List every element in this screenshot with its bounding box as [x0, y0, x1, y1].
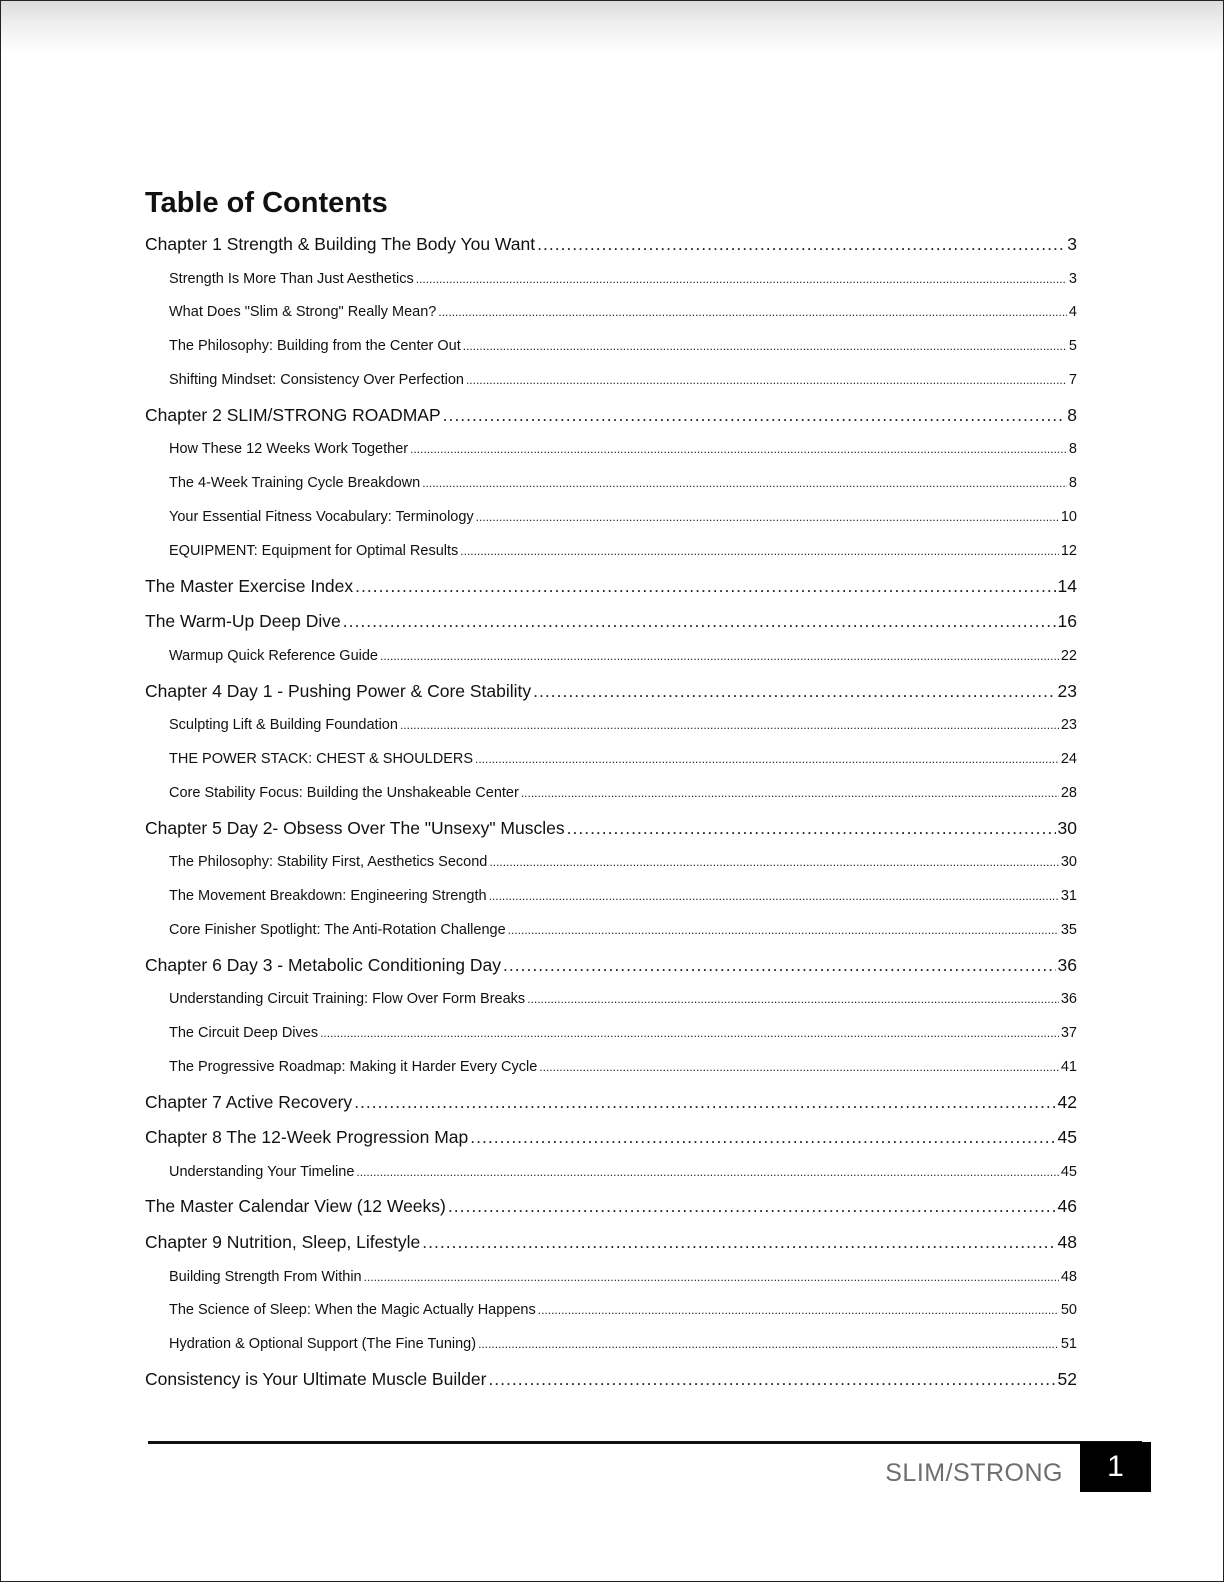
toc-entry-label: Chapter 1 Strength & Building The Body You Want — [145, 234, 536, 254]
dot-leader — [463, 330, 1067, 364]
toc-entry-page: 12 — [1060, 542, 1077, 559]
toc-entry-page: 45 — [1060, 1163, 1077, 1180]
toc-section-entry[interactable] — [145, 1017, 1077, 1051]
dot-leader — [475, 743, 1059, 777]
toc-entry-label: The Circuit Deep Dives — [169, 1024, 319, 1041]
toc-section-entry[interactable] — [145, 914, 1077, 948]
dot-leader — [422, 467, 1067, 501]
dot-leader — [533, 674, 1055, 710]
toc-entry-page: 46 — [1057, 1196, 1077, 1217]
toc-entry-page: 37 — [1060, 1024, 1077, 1041]
toc-section-entry[interactable] — [145, 501, 1077, 535]
page-number-box: 1 — [1080, 1442, 1151, 1492]
toc-entry-label: Warmup Quick Reference Guide — [169, 647, 378, 664]
dot-leader — [356, 1156, 1058, 1190]
dot-leader — [539, 1051, 1059, 1085]
toc-entry-label: Hydration & Optional Support (The Fine Tuning) — [169, 1336, 477, 1353]
toc-chapter-entry[interactable] — [145, 569, 1077, 605]
toc-section-entry[interactable] — [145, 1051, 1077, 1085]
dot-leader — [489, 880, 1059, 914]
toc-entry-label: Consistency is Your Ultimate Muscle Builder — [145, 1369, 487, 1390]
toc-entry-page: 23 — [1057, 680, 1077, 701]
toc-entry-page: 30 — [1060, 854, 1077, 871]
toc-section-entry[interactable] — [145, 709, 1077, 743]
toc-entry-label: THE POWER STACK: CHEST & SHOULDERS — [169, 750, 474, 767]
toc-section-entry[interactable] — [145, 777, 1077, 811]
toc-entry-page: 8 — [1067, 404, 1077, 425]
toc-entry-page: 48 — [1057, 1232, 1077, 1253]
dot-leader — [470, 1120, 1055, 1156]
toc-chapter-entry[interactable] — [145, 1362, 1077, 1398]
toc-entry-label: The Master Calendar View (12 Weeks) — [145, 1196, 446, 1217]
toc-section-entry[interactable] — [145, 467, 1077, 501]
top-shadow — [1, 1, 1223, 53]
toc-entry-label: Core Finisher Spotlight: The Anti-Rotation Challenge — [169, 921, 506, 938]
toc-chapter-entry[interactable] — [145, 811, 1077, 847]
toc-section-entry[interactable] — [145, 296, 1077, 330]
toc-entry-page: 3 — [1068, 270, 1077, 287]
toc-chapter-entry[interactable] — [145, 1120, 1077, 1156]
toc-entry-label: The Progressive Roadmap: Making it Harder Every Cycle — [169, 1058, 538, 1075]
toc-section-entry[interactable] — [145, 640, 1077, 674]
toc-entry-page: 16 — [1057, 611, 1077, 632]
toc-entry-label: Chapter 6 Day 3 - Metabolic Conditioning Day — [145, 954, 502, 975]
toc-chapter-entry[interactable] — [145, 1189, 1077, 1225]
toc-entry-page: 28 — [1060, 784, 1077, 801]
toc-section-entry[interactable] — [145, 330, 1077, 364]
dot-leader — [320, 1017, 1059, 1051]
dot-leader — [488, 1362, 1055, 1398]
toc-entry-page: 31 — [1060, 887, 1077, 904]
toc-chapter-entry[interactable] — [145, 1085, 1077, 1121]
toc-entry-label: The Philosophy: Building from the Center Out — [169, 338, 461, 355]
toc-entry-label: The Philosophy: Stability First, Aesthetics Second — [169, 854, 488, 871]
toc-section-entry[interactable] — [145, 1328, 1077, 1362]
toc-entry-page: 45 — [1057, 1127, 1077, 1148]
toc-entry-page: 14 — [1057, 575, 1077, 596]
footer-brand: SLIM/STRONG — [885, 1459, 1063, 1487]
toc-section-entry[interactable] — [145, 364, 1077, 398]
toc-entry-label: Chapter 4 Day 1 - Pushing Power & Core Stability — [145, 680, 532, 701]
dot-leader — [448, 1189, 1056, 1225]
toc-entry-page: 5 — [1068, 338, 1077, 355]
toc-title: Table of Contents — [145, 187, 388, 219]
toc-entry-label: The 4-Week Training Cycle Breakdown — [169, 475, 421, 492]
toc-chapter-entry[interactable] — [145, 604, 1077, 640]
dot-leader — [478, 1328, 1059, 1362]
dot-leader — [460, 535, 1059, 569]
toc-entry-page: 50 — [1060, 1302, 1077, 1319]
toc-entry-page: 42 — [1057, 1091, 1077, 1112]
toc-section-entry[interactable] — [145, 983, 1077, 1017]
toc-entry-page: 30 — [1057, 817, 1077, 838]
toc-section-entry[interactable] — [145, 1261, 1077, 1295]
toc-entry-label: What Does "Slim & Strong" Really Mean? — [169, 304, 437, 321]
toc-entry-label: Chapter 5 Day 2- Obsess Over The "Unsexy" Muscles — [145, 817, 565, 838]
dot-leader — [489, 846, 1059, 880]
dot-leader — [567, 811, 1056, 847]
dot-leader — [422, 1225, 1055, 1261]
dot-leader — [354, 1085, 1055, 1121]
toc-chapter-entry[interactable] — [145, 227, 1077, 263]
toc-entry-page: 35 — [1060, 921, 1077, 938]
toc-section-entry[interactable] — [145, 1156, 1077, 1190]
toc-chapter-entry[interactable] — [145, 1225, 1077, 1261]
toc-entry-label: Your Essential Fitness Vocabulary: Terminology — [169, 508, 474, 525]
toc-entry-page: 22 — [1060, 647, 1077, 664]
toc-entry-page: 8 — [1068, 441, 1077, 458]
toc-entry-page: 24 — [1060, 750, 1077, 767]
toc-entry-label: The Warm-Up Deep Dive — [145, 611, 341, 632]
toc-section-entry[interactable] — [145, 433, 1077, 467]
dot-leader — [410, 433, 1067, 467]
toc-entry-page: 4 — [1068, 304, 1077, 321]
toc-entry-page: 48 — [1060, 1268, 1077, 1285]
dot-leader — [364, 1261, 1059, 1295]
toc-list — [145, 227, 1077, 1398]
toc-entry-label: Chapter 2 SLIM/STRONG ROADMAP — [145, 404, 441, 425]
toc-entry-page: 7 — [1068, 371, 1077, 388]
toc-entry-page: 41 — [1060, 1058, 1077, 1075]
toc-entry-label: The Science of Sleep: When the Magic Actually Happens — [169, 1302, 536, 1319]
dot-leader — [503, 948, 1056, 984]
dot-leader — [538, 1294, 1059, 1328]
toc-section-entry[interactable] — [145, 535, 1077, 569]
dot-leader — [400, 709, 1059, 743]
table-of-contents — [145, 185, 1077, 1398]
toc-entry-label: EQUIPMENT: Equipment for Optimal Results — [169, 542, 459, 559]
dot-leader — [380, 640, 1059, 674]
dot-leader — [521, 777, 1059, 811]
toc-entry-label: Core Stability Focus: Building the Unshakeable Center — [169, 784, 519, 801]
toc-entry-label: Understanding Circuit Training: Flow Over Form Breaks — [169, 991, 526, 1008]
toc-entry-label: Shifting Mindset: Consistency Over Perfection — [169, 371, 464, 388]
toc-entry-label: Building Strength From Within — [169, 1268, 362, 1285]
toc-entry-page: 23 — [1060, 717, 1077, 734]
toc-chapter-entry[interactable] — [145, 398, 1077, 434]
toc-entry-label: The Movement Breakdown: Engineering Strength — [169, 887, 487, 904]
dot-leader — [416, 263, 1067, 297]
toc-entry-label: Chapter 8 The 12-Week Progression Map — [145, 1127, 469, 1148]
toc-entry-page: 8 — [1068, 475, 1077, 492]
toc-chapter-entry[interactable] — [145, 674, 1077, 710]
dot-leader — [443, 398, 1066, 434]
dot-leader — [343, 604, 1056, 640]
toc-entry-label: Chapter 9 Nutrition, Sleep, Lifestyle — [145, 1232, 421, 1253]
toc-section-entry[interactable] — [145, 1294, 1077, 1328]
toc-entry-page: 36 — [1060, 991, 1077, 1008]
dot-leader — [476, 501, 1059, 535]
dot-leader — [355, 569, 1055, 605]
toc-section-entry[interactable] — [145, 880, 1077, 914]
toc-entry-page: 10 — [1060, 508, 1077, 525]
toc-entry-label: The Master Exercise Index — [145, 575, 354, 596]
toc-entry-page: 3 — [1067, 234, 1077, 254]
dot-leader — [527, 983, 1059, 1017]
dot-leader — [466, 364, 1067, 398]
toc-entry-page: 51 — [1060, 1336, 1077, 1353]
toc-entry-label: How These 12 Weeks Work Together — [169, 441, 409, 458]
toc-section-entry[interactable] — [145, 846, 1077, 880]
dot-leader — [508, 914, 1059, 948]
dot-leader — [537, 227, 1065, 263]
toc-entry-label: Chapter 7 Active Recovery — [145, 1091, 353, 1112]
footer-divider — [148, 1441, 1142, 1444]
toc-entry-label: Sculpting Lift & Building Foundation — [169, 717, 398, 734]
toc-chapter-entry[interactable] — [145, 948, 1077, 984]
dot-leader — [438, 296, 1067, 330]
toc-section-entry[interactable] — [145, 743, 1077, 777]
toc-entry-label: Strength Is More Than Just Aesthetics — [169, 270, 414, 287]
toc-entry-page: 36 — [1057, 954, 1077, 975]
toc-entry-page: 52 — [1057, 1369, 1077, 1390]
toc-entry-label: Understanding Your Timeline — [169, 1163, 355, 1180]
toc-section-entry[interactable] — [145, 263, 1077, 297]
